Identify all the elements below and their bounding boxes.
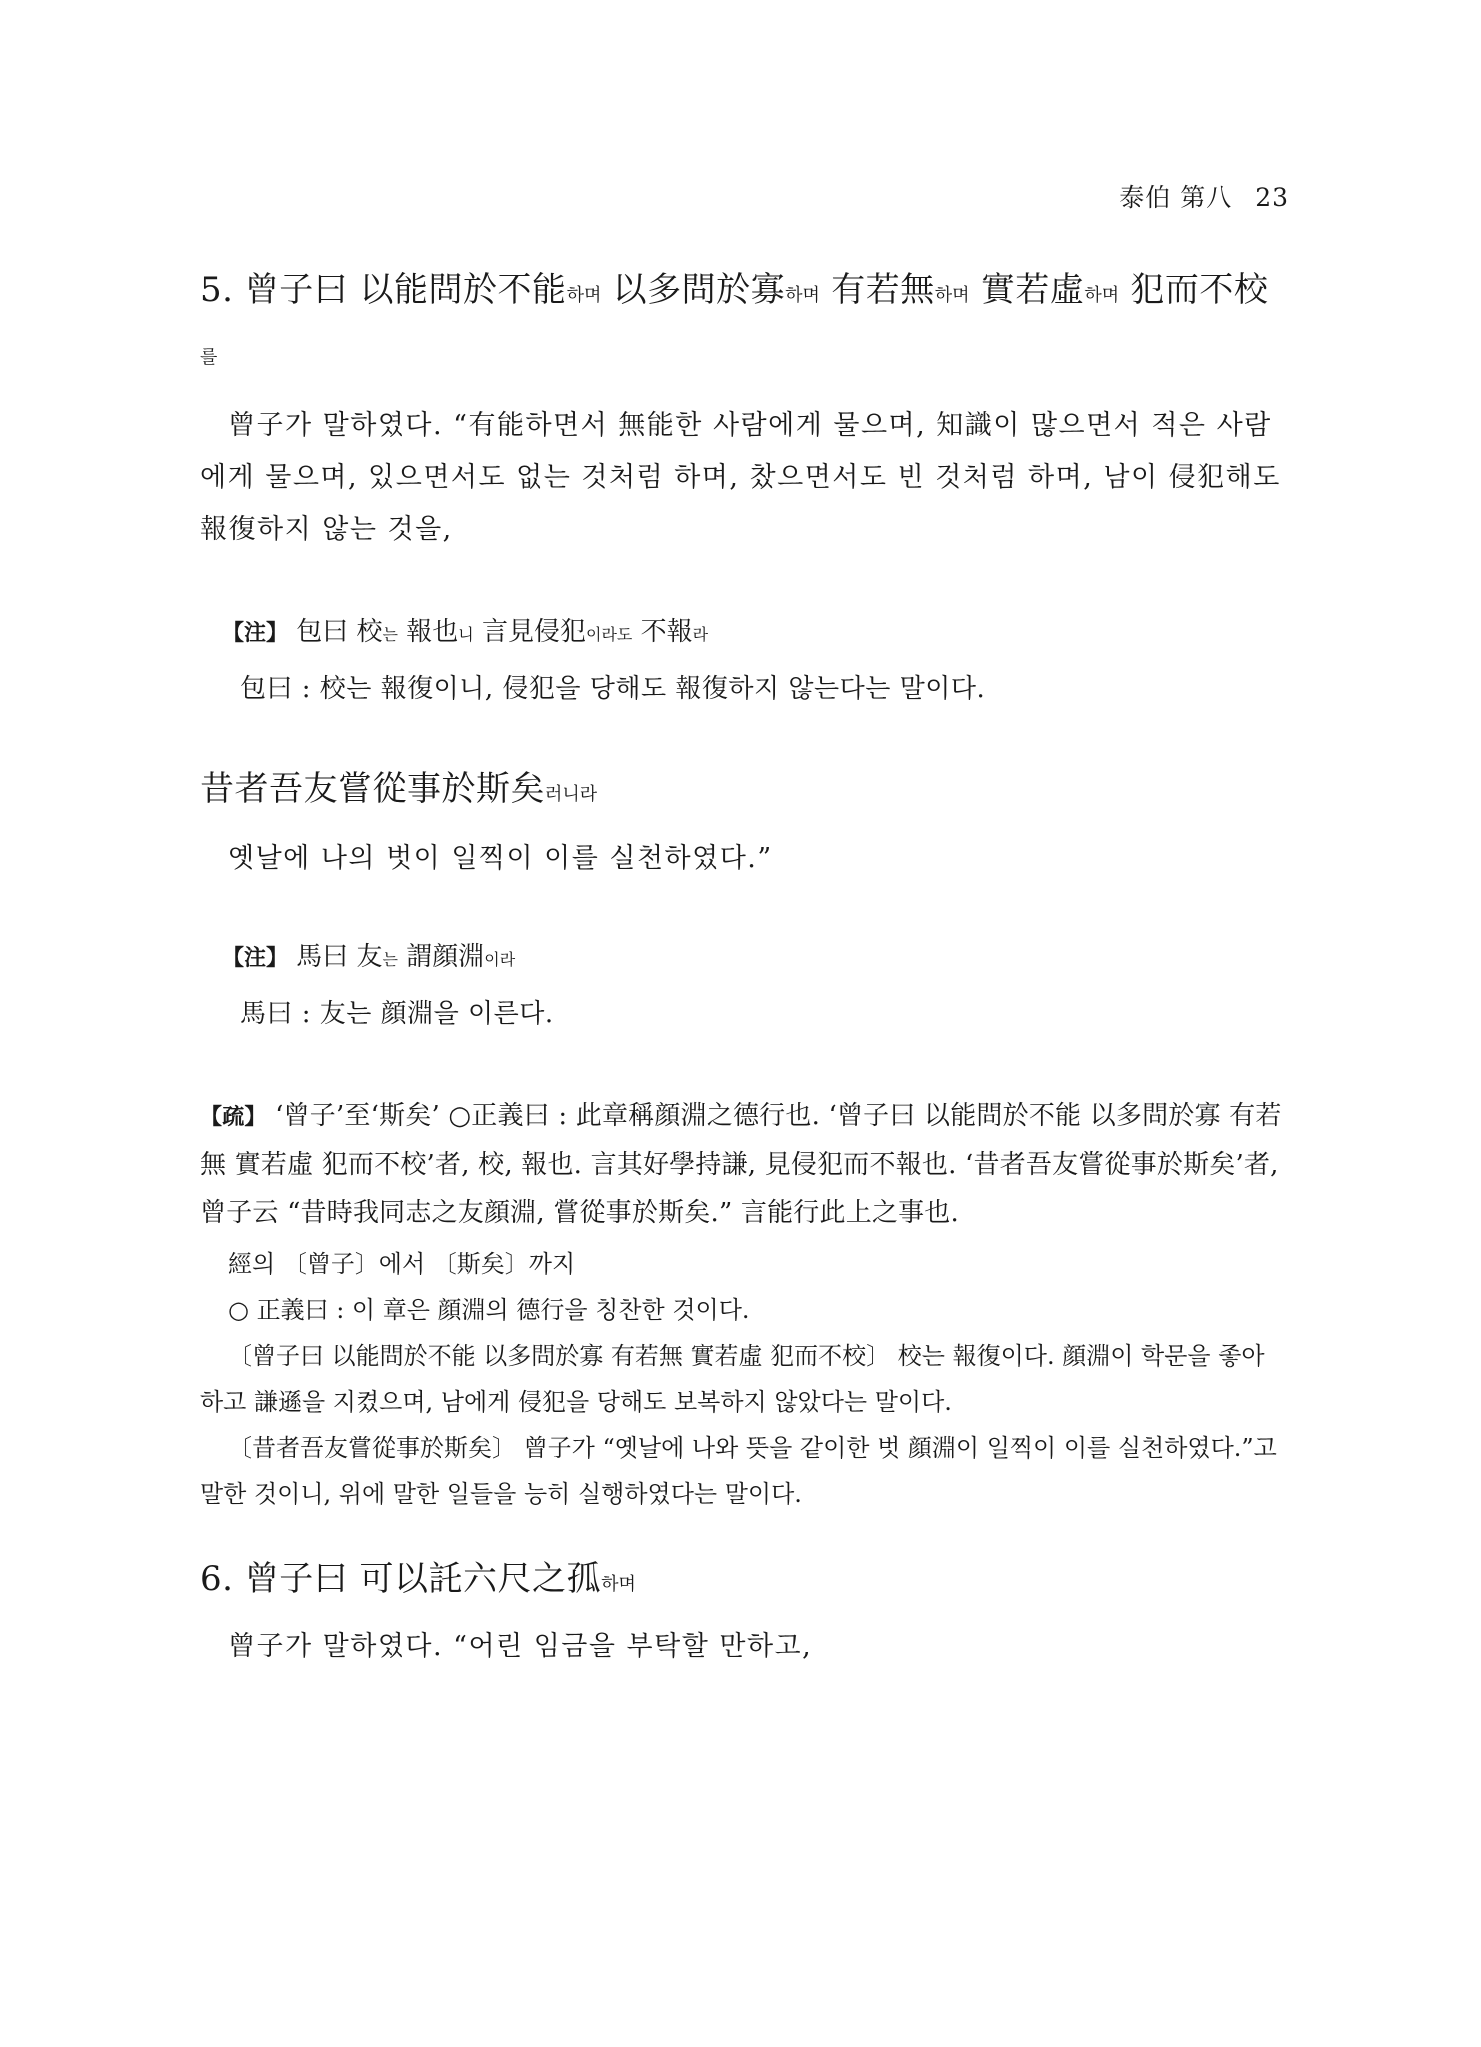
text-segment: 5. 曾子曰 以能問於不能 — [200, 270, 567, 310]
commentary — [200, 1092, 1285, 1237]
reading-mark: 하며 — [1084, 285, 1120, 306]
note-text — [288, 617, 708, 647]
classical-text-6 — [200, 1551, 1285, 1613]
text-segment: 報也 — [398, 617, 459, 647]
translation-5: 曾子가 말하였다. “有能하면서 無能한 사람에게 물으며, 知識이 많으면서 적은 사람에게 물으며, 있으면서도 없는 것처럼 하며, 찼으면서도 빈 것처럼 하며, 남이 侵犯해도 報復하지 않는 것을, — [200, 410, 1281, 545]
reading-mark: 하며 — [785, 285, 820, 306]
commentary-line: 〔昔者吾友嘗從事於斯矣〕 曾子가 “옛날에 나와 뜻을 같이한 벗 顔淵이 일찍이 이를 실천하였다.”고 말한 것이니, 위에 말한 일들을 능히 실행하였다는 말이다. — [200, 1434, 1277, 1508]
text-segment: 昔者吾友嘗從事於斯矣 — [200, 769, 545, 809]
text-segment: 馬曰 友 — [288, 942, 383, 972]
text-segment: 謂顔淵 — [398, 942, 485, 972]
note-translation-5: 包曰 : 校는 報復이니, 侵犯을 당해도 報復하지 않는다는 말이다. — [240, 674, 986, 704]
note-tag: 【注】 — [222, 620, 289, 646]
translation-5b: 옛날에 나의 벗이 일찍이 이를 실천하였다.” — [228, 843, 773, 874]
reading-mark: 를 — [200, 347, 218, 368]
commentary-text: ‘曾子’至‘斯矣’ ○正義曰 : 此章稱顔淵之德行也. ‘曾子曰 以能問於不能 以多問於寡 有若無 實若虛 犯而不校’者, 校, 報也. 言其好學持謙, 見侵犯而不報也. ‘昔者吾友嘗從事於斯矣’者, 曾子云 “昔時我同志之友顔淵, 嘗從事於斯矣.” 言能行此上之事也. — [200, 1101, 1282, 1228]
text-segment: 不報 — [632, 617, 693, 647]
text-segment: 有若無 — [819, 270, 935, 310]
commentary-line: ○ 正義曰 : 이 章은 顔淵의 德行을 칭찬한 것이다. — [228, 1296, 750, 1324]
note-5 — [222, 610, 1285, 657]
note-5b — [222, 935, 1285, 982]
commentary-line: 經의 〔曾子〕에서 〔斯矣〕까지 — [228, 1250, 576, 1278]
classical-text-5b — [200, 761, 1285, 823]
text-segment: 犯而不校 — [1119, 270, 1269, 310]
text-segment: 實若虛 — [969, 270, 1085, 310]
translation-6: 曾子가 말하였다. “어린 임금을 부탁할 만하고, — [228, 1631, 813, 1662]
reading-mark: 니 — [458, 625, 474, 644]
reading-mark: 이라도 — [586, 625, 633, 644]
reading-mark: 하며 — [566, 285, 602, 306]
text-segment: 6. 曾子曰 可以託六尺之孤 — [200, 1559, 602, 1599]
text-segment: 包曰 校 — [288, 617, 383, 647]
commentary-tag: 【疏】 — [200, 1104, 267, 1130]
classical-text-5 — [200, 262, 1285, 386]
reading-mark: 하며 — [601, 1574, 636, 1595]
note-tag: 【注】 — [222, 945, 289, 971]
reading-mark: 는 — [382, 625, 399, 644]
running-header-title: 泰伯 第八 — [1119, 183, 1233, 212]
note-text — [288, 942, 515, 972]
reading-mark: 라 — [692, 625, 709, 644]
reading-mark: 이라 — [484, 950, 516, 969]
note-translation-5b: 馬曰 : 友는 顔淵을 이른다. — [240, 999, 554, 1029]
reading-mark: 는 — [382, 950, 399, 969]
reading-mark: 러니라 — [545, 784, 598, 805]
page-body — [200, 262, 1285, 1673]
reading-mark: 하며 — [934, 285, 970, 306]
text-segment: 言見侵犯 — [473, 617, 587, 647]
running-header — [1105, 178, 1289, 214]
commentary-line: 〔曾子曰 以能問於不能 以多問於寡 有若無 實若虛 犯而不校〕 校는 報復이다. 顔淵이 학문을 좋아하고 謙遜을 지켰으며, 남에게 侵犯을 당해도 보복하지 않았다는 말이다. — [200, 1342, 1265, 1416]
page-number: 23 — [1255, 183, 1289, 212]
text-segment: 以多問於寡 — [601, 270, 786, 310]
